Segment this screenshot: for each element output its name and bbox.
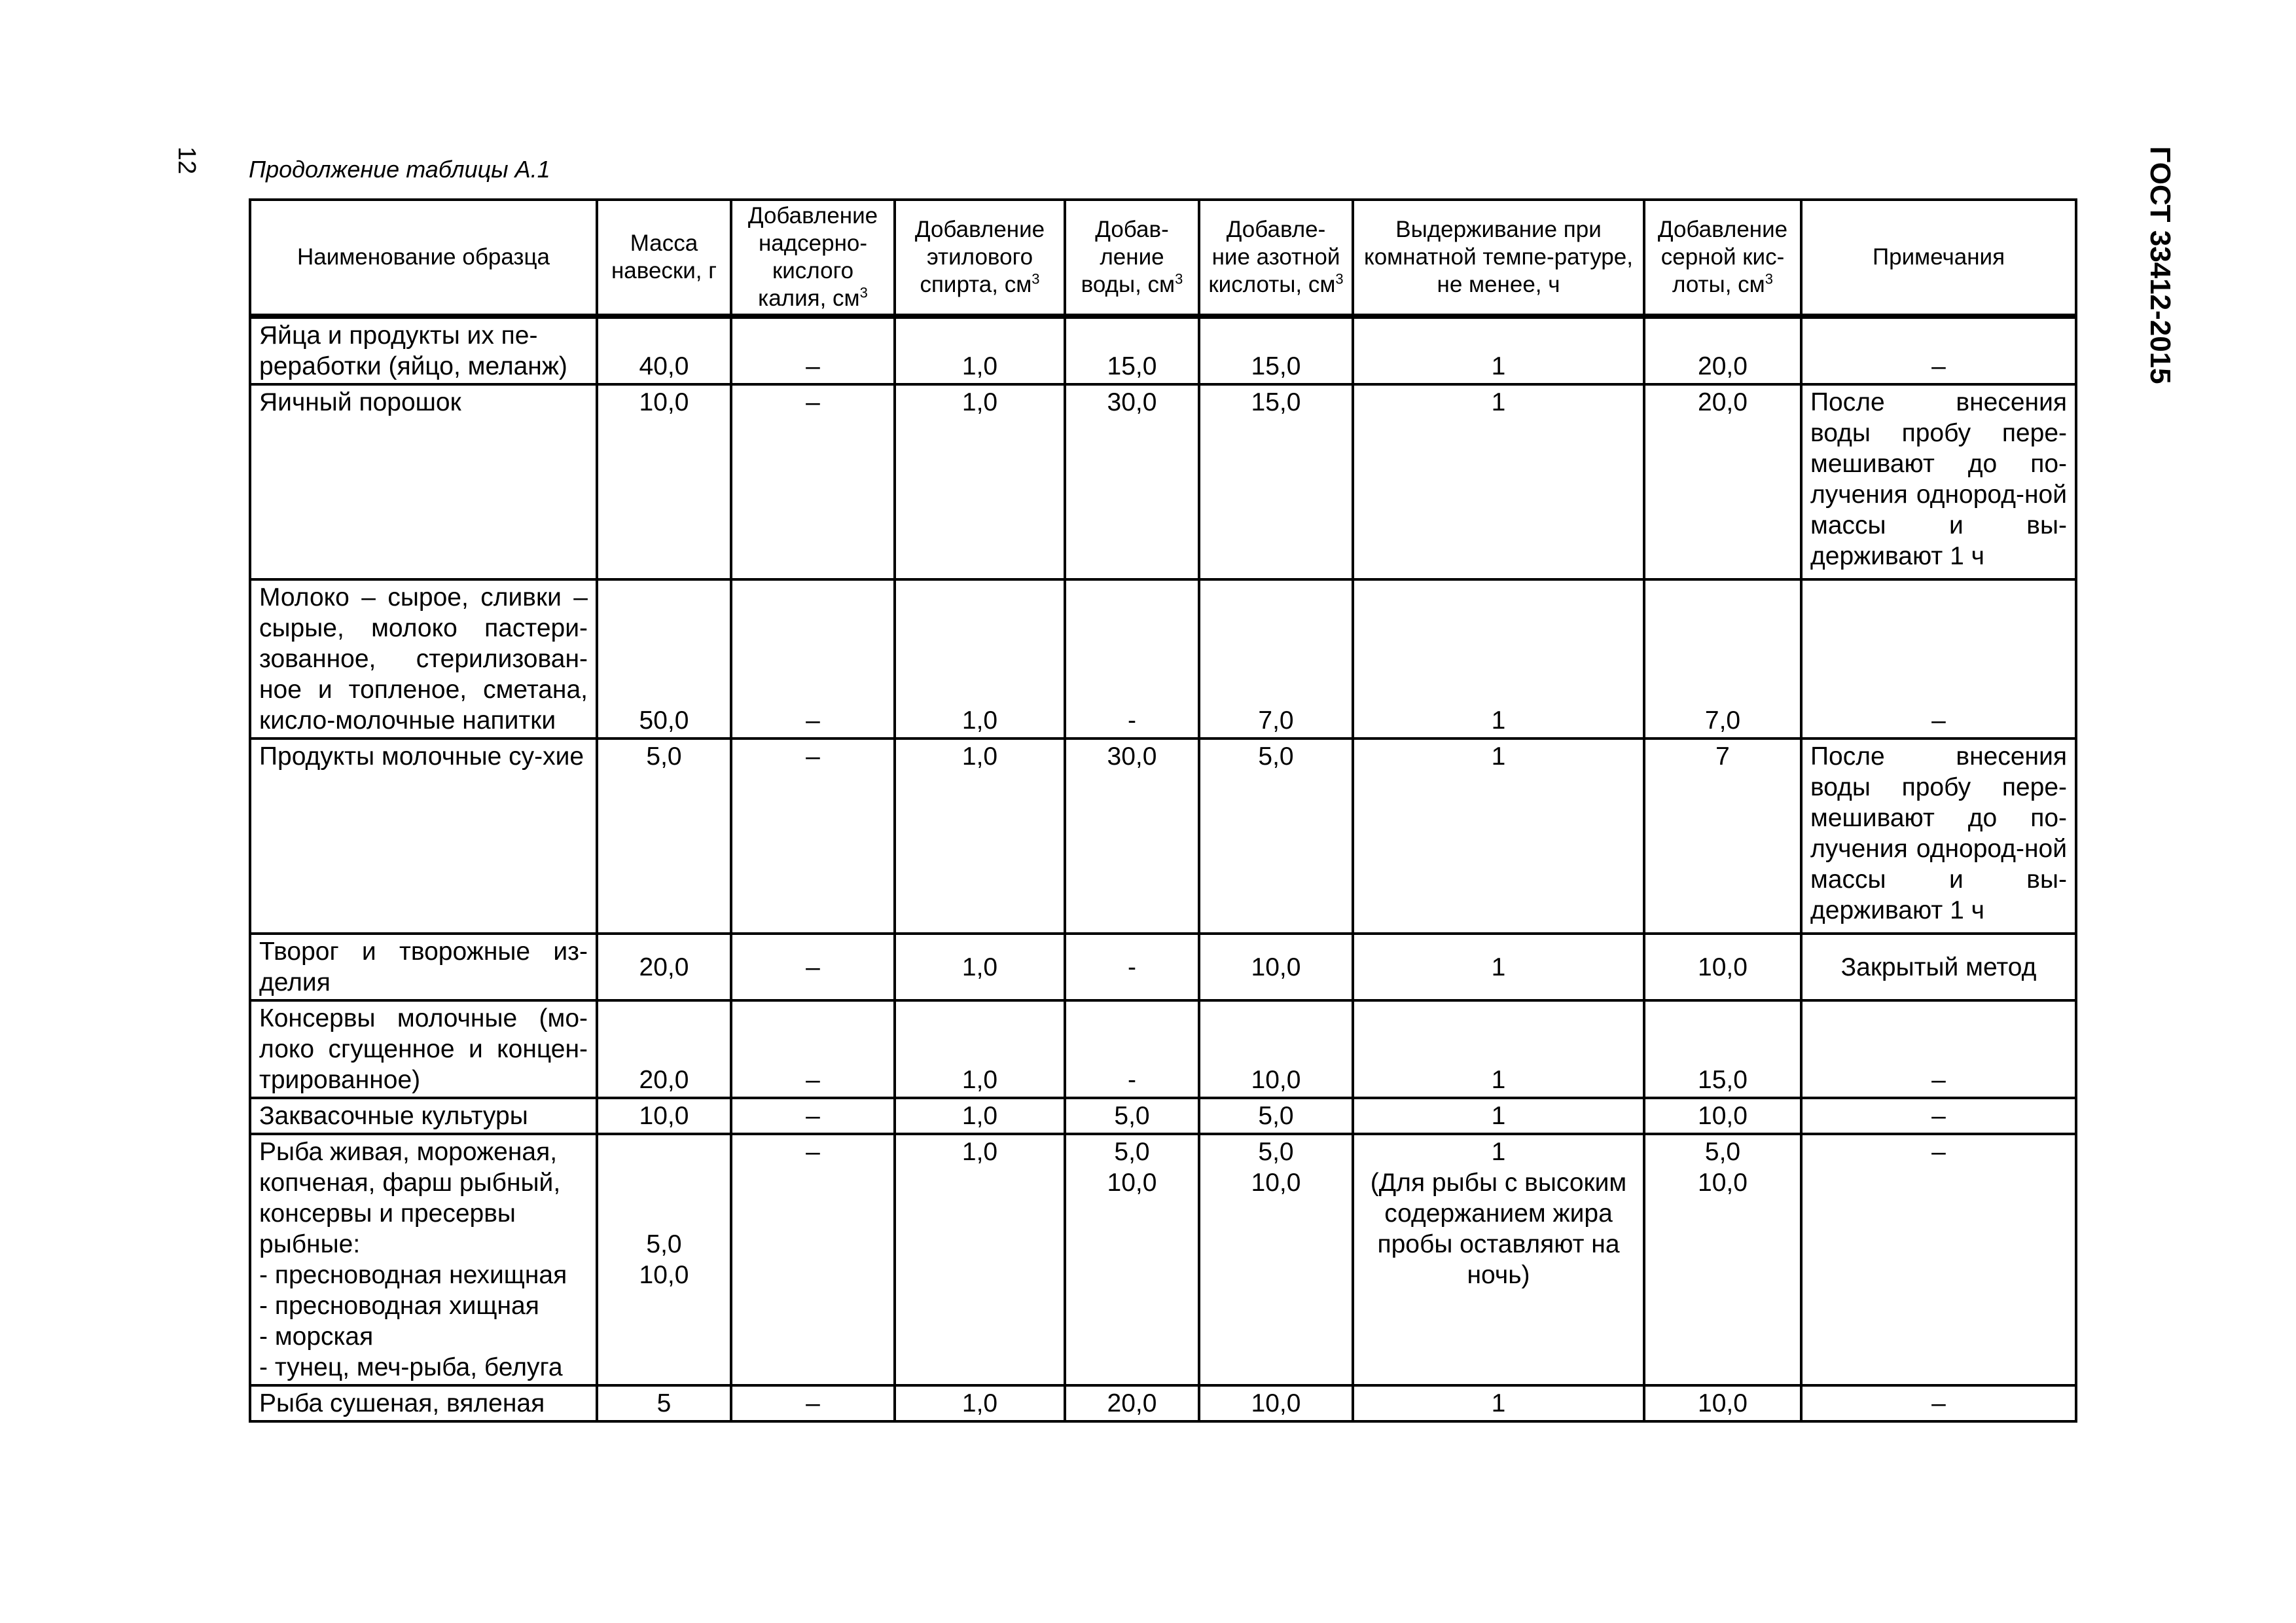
cell-water: 15,0 (1065, 316, 1199, 384)
table-row (250, 739, 2076, 934)
cell-sulfuric: 20,0 (1644, 316, 1801, 384)
cell-hold: 1 (1353, 1385, 1644, 1421)
cell-sulfuric: 20,0 (1644, 384, 1801, 579)
cell-notes: – (1801, 1134, 2076, 1385)
cell-name: Творог и творожные из-делия (250, 934, 597, 1000)
cell-ethanol: 1,0 (895, 739, 1065, 934)
cell-hold: 1 (1353, 1000, 1644, 1098)
cell-nitric: 15,0 (1199, 316, 1353, 384)
cell-name: Заквасочные культуры (250, 1098, 597, 1134)
table-row (250, 1134, 2076, 1385)
page-number: 12 (173, 146, 200, 175)
cell-nitric: 7,0 (1199, 579, 1353, 739)
cell-notes: – (1801, 1098, 2076, 1134)
cell-name: Консервы молочные (мо-локо сгущенное и концен-трированное) (250, 1000, 597, 1098)
cell-name: Яичный порошок (250, 384, 597, 579)
cell-nitric: 15,0 (1199, 384, 1353, 579)
cell-notes: Закрытый метод (1801, 934, 2076, 1000)
header-hold: Выдерживание при комнатной темпе-ратуре, не менее, ч (1353, 200, 1644, 316)
cell-sulfuric: 7,0 (1644, 579, 1801, 739)
cell-sulfuric: 10,0 (1644, 1385, 1801, 1421)
cell-persulfate: – (731, 1134, 895, 1385)
cell-hold: 1 (1353, 579, 1644, 739)
cell-mass: 40,0 (597, 316, 731, 384)
cell-hold: 1 (1353, 316, 1644, 384)
cell-nitric: 5,0 (1199, 1098, 1353, 1134)
cell-nitric: 5,0 (1199, 739, 1353, 934)
table-row (250, 934, 2076, 1000)
table-row (250, 1000, 2076, 1098)
cell-water: 5,0 (1065, 1098, 1199, 1134)
cell-sulfuric: 10,0 (1644, 934, 1801, 1000)
cell-notes: – (1801, 1000, 2076, 1098)
standard-code: ГОСТ 33412-2015 (2144, 146, 2176, 384)
table-row (250, 579, 2076, 739)
cell-name: Рыба сушеная, вяленая (250, 1385, 597, 1421)
cell-notes: – (1801, 316, 2076, 384)
cell-ethanol: 1,0 (895, 579, 1065, 739)
cell-persulfate: – (731, 1000, 895, 1098)
header-row (250, 200, 2076, 316)
cell-nitric: 10,0 (1199, 1385, 1353, 1421)
cell-sulfuric: 15,0 (1644, 1000, 1801, 1098)
cell-sulfuric: 10,0 (1644, 1098, 1801, 1134)
cell-ethanol: 1,0 (895, 934, 1065, 1000)
cell-notes: – (1801, 1385, 2076, 1421)
cell-hold: 1 (1353, 384, 1644, 579)
cell-ethanol: 1,0 (895, 1385, 1065, 1421)
cell-ethanol: 1,0 (895, 316, 1065, 384)
cell-notes: После внесения воды пробу пере-мешивают до по-лучения однород-ной массы и вы-держивают 1 ч (1801, 384, 2076, 579)
cell-mass: 10,0 (597, 1098, 731, 1134)
cell-persulfate: – (731, 579, 895, 739)
cell-hold: 1 (1353, 1098, 1644, 1134)
cell-nitric: 10,0 (1199, 934, 1353, 1000)
header-persulfate: Добавление надсерно-кислого калия, $см^3$ (731, 200, 895, 316)
header-sulfuric: Добавление серной кис-лоты, $см^3$ (1644, 200, 1801, 316)
table-row (250, 384, 2076, 579)
cell-nitric: 10,0 (1199, 1000, 1353, 1098)
cell-persulfate: – (731, 1098, 895, 1134)
data-table (249, 198, 2077, 1423)
header-name: Наименование образца (250, 200, 597, 316)
header-ethanol: Добавление этилового спирта, $см^3$ (895, 200, 1065, 316)
cell-mass: 5,0 10,0 (597, 1134, 731, 1385)
cell-persulfate: – (731, 316, 895, 384)
table-caption: Продолжение таблицы А.1 (249, 156, 550, 183)
table-row (250, 316, 2076, 384)
cell-ethanol: 1,0 (895, 1098, 1065, 1134)
cell-water: 20,0 (1065, 1385, 1199, 1421)
cell-notes: – (1801, 579, 2076, 739)
cell-water: 30,0 (1065, 739, 1199, 934)
cell-mass: 50,0 (597, 579, 731, 739)
cell-name: Молоко – сырое, сливки – сырые, молоко пастери-зованное, стерилизован-ное и топленое, сметана, кисло-молочные напитки (250, 579, 597, 739)
cell-name: Продукты молочные су-хие (250, 739, 597, 934)
cell-water: - (1065, 579, 1199, 739)
cell-ethanol: 1,0 (895, 1000, 1065, 1098)
cell-ethanol: 1,0 (895, 384, 1065, 579)
table-row (250, 1385, 2076, 1421)
cell-persulfate: – (731, 1385, 895, 1421)
cell-persulfate: – (731, 384, 895, 579)
cell-notes: После внесения воды пробу пере-мешивают до по-лучения однород-ной массы и вы-держивают 1 ч (1801, 739, 2076, 934)
cell-water: - (1065, 934, 1199, 1000)
cell-nitric: 5,0 10,0 (1199, 1134, 1353, 1385)
cell-hold: 1 (1353, 934, 1644, 1000)
cell-water: - (1065, 1000, 1199, 1098)
header-nitric: Добавле-ние азотной кислоты, $см^3$ (1199, 200, 1353, 316)
cell-name: Рыба живая, мороженая, копченая, фарш рыбный, консервы и пресервы рыбные: - пресноводная нехищная - пресноводная хищная - морская - тунец, меч-рыба, белуга (250, 1134, 597, 1385)
cell-mass: 5 (597, 1385, 731, 1421)
cell-sulfuric: 5,0 10,0 (1644, 1134, 1801, 1385)
cell-hold: 1 (1353, 739, 1644, 934)
cell-ethanol: 1,0 (895, 1134, 1065, 1385)
cell-persulfate: – (731, 739, 895, 934)
cell-water: 30,0 (1065, 384, 1199, 579)
header-notes: Примечания (1801, 200, 2076, 316)
table-row (250, 1098, 2076, 1134)
cell-mass: 20,0 (597, 1000, 731, 1098)
cell-mass: 10,0 (597, 384, 731, 579)
cell-mass: 5,0 (597, 739, 731, 934)
cell-water: 5,0 10,0 (1065, 1134, 1199, 1385)
cell-name: Яйца и продукты их пе- реработки (яйцо, меланж) (250, 316, 597, 384)
cell-mass: 20,0 (597, 934, 731, 1000)
header-mass: Масса навески, г (597, 200, 731, 316)
cell-persulfate: – (731, 934, 895, 1000)
cell-sulfuric: 7 (1644, 739, 1801, 934)
cell-hold: 1 (Для рыбы с высоким содержанием жира пробы оставляют на ночь) (1353, 1134, 1644, 1385)
header-water: Добав-ление воды, $см^3$ (1065, 200, 1199, 316)
